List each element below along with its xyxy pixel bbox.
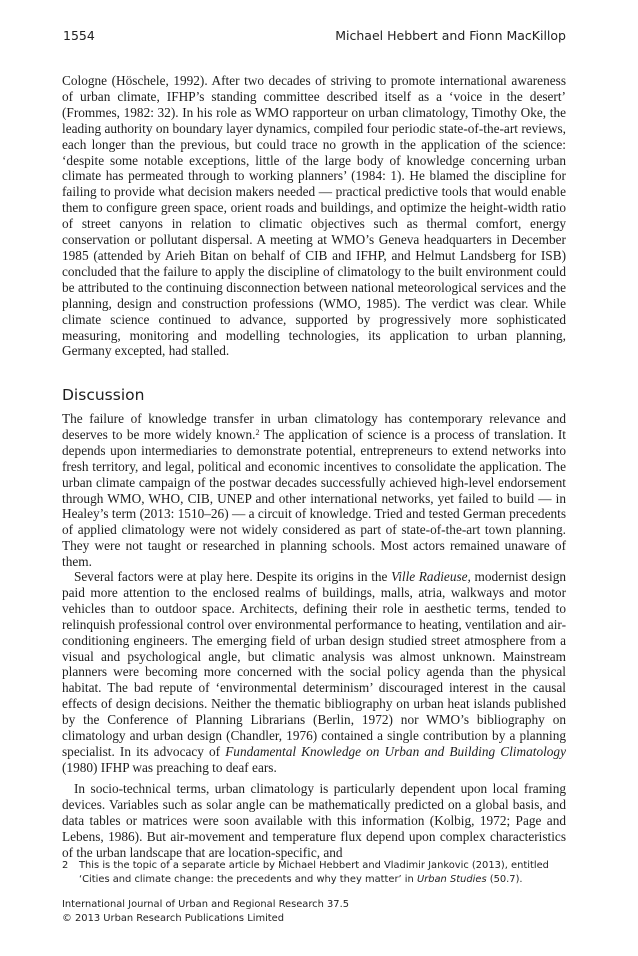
section-heading: Discussion xyxy=(62,386,145,404)
paragraph-discussion-1 xyxy=(62,411,566,570)
paragraph-discussion-3: In socio-technical terms, urban climatology is particularly dependent upon local framing devices. Variables such as solar angle can be mathematically predicted on a global basis, and data tables or matrices were soon available with this information (Kolbig, 1972; Page and Lebens, 1986). But air-movement and temperature flux depend upon complex characteristics of the urban landscape that are location-specific, and xyxy=(62,781,566,860)
footnote-text: This is the topic of a separate article by Michael Hebbert and Vladimir Jankovic (2013), entitled ‘Cities and climate change: the precedents and why they matter’ in Urban Studies (50.7). xyxy=(79,860,549,885)
running-header xyxy=(62,28,566,48)
paragraph-text: The application of science is a process of translation. It depends upon intermediaries to demonstrate potential, entrepreneurs to extend networks into fresh territory, and legal, political and economic incentives to consolidate the application. The urban climate campaign of the postwar decades successfully achieved high-level endorsement through WMO, WHO, CIB, UNEP and other international networks, yet failed to build — in Healey’s term (2013: 1510–26) — a circuit of knowledge. Tried and tested German precedents of applied climatology were not widely considered as part of state-of-the-art town planning. They were not taught or researched in planning schools. Most actors remained unaware of them. xyxy=(62,426,566,570)
copyright-line: © 2013 Urban Research Publications Limited xyxy=(62,912,285,924)
italic-title: Ville Radieuse, xyxy=(391,569,471,584)
page-footer xyxy=(62,898,349,925)
paragraph-text: The failure of knowledge transfer in urban climatology has contemporary relevance and deserves to be more widely known. xyxy=(62,411,566,442)
footnote-number: 2 xyxy=(62,860,69,871)
paragraph-text: Several factors were at play here. Despite its origins in the xyxy=(74,569,392,584)
journal-line: International Journal of Urban and Regional Research 37.5 xyxy=(62,899,349,910)
page-number: 1554 xyxy=(63,28,95,43)
footnote-reference[interactable]: 2 xyxy=(255,427,260,437)
italic-journal: Urban Studies xyxy=(416,874,487,885)
paragraph-text: (1980) IFHP was preaching to deaf ears. xyxy=(62,759,277,775)
paragraph-discussion-2 xyxy=(62,569,566,776)
italic-title: Fundamental Knowledge on Urban and Building Climatology xyxy=(225,743,566,759)
paragraph-text: modernist design paid more attention to the enclosed realms of buildings, malls, atria, walkways and motor vehicles than to outdoor space. Architects, defining their role in aesthetic terms, tended to relinquish professional control over environmental performance to heating, ventilation and air-conditioning engineers. The emerging field of urban design studied street atmosphere from a visual and psychological angle, but climatic analysis was almost unknown. Mainstream planners were becoming more concerned with the social policy agenda than the physical habitat. The bad repute of ‘environmental determinism’ discouraged interest in the causal effects of design decisions. Neither the thematic bibliography on urban heat islands published by the Conference of Planning Librarians (Berlin, 1972) nor WMO’s bibliography on climatology and urban design (Chandler, 1976) contained a single contribution by a planning specialist. In its advocacy of xyxy=(62,569,567,759)
running-head-authors: Michael Hebbert and Fionn MacKillop xyxy=(335,28,566,43)
footnote xyxy=(62,859,566,887)
paragraph-intro: Cologne (Höschele, 1992). After two decades of striving to promote international awareness of urban climate, IFHP’s standing committee described itself as a ‘voice in the desert’ (Frommes, 1982: 32). In his role as WMO rapporteur on urban climatology, Timothy Oke, the leading authority on boundary layer dynamics, compiled four periodic state-of-the-art reviews, each longer than the previous, but could trace no growth in the application of the science: ‘despite some notable exceptions, little of the large body of knowledge concerning urban climate has permeated through to working planners’ (1984: 1). He blamed the discipline for failing to provide what decision makers needed — practical predictive tools that would enable them to configure green space, orient roads and buildings, and optimize the height-width ratio of street canyons in relation to climatic objectives such as thermal comfort, energy conservation or pollutant dispersal. A meeting at WMO’s Geneva headquarters in December 1985 (attended by Arieh Bitan on behalf of CIB and IFHP, and Helmut Landsberg for ISB) concluded that the failure to apply the discipline of climatology to the built environment could be attributed to the continuing disconnection between national meteorological services and the planning, design and construction professions (WMO, 1985). The verdict was clear. While climate science continued to advance, supported by progressively more sophisticated measuring, monitoring and modelling technologies, its application to urban planning, Germany excepted, had stalled. xyxy=(62,73,566,359)
